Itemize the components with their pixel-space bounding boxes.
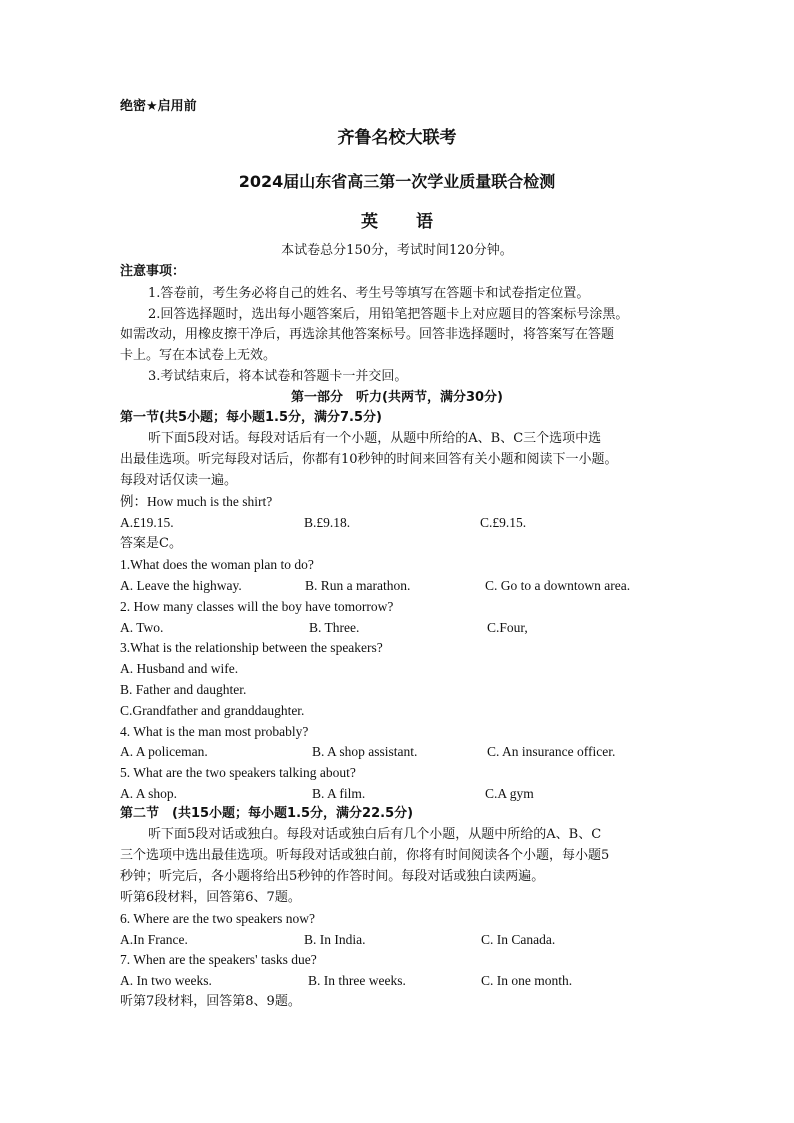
example-option-a: A.£19.15. bbox=[120, 515, 174, 530]
section1-instruction-line-2: 出最佳选项。听完每段对话后，你都有10秒钟的时间来回答有关小题和阅读下一小题。 bbox=[120, 452, 618, 467]
question-7-option-a: A. In two weeks. bbox=[120, 973, 212, 988]
question-6-option-c: C. In Canada. bbox=[481, 932, 556, 947]
question-3-option-a: A. Husband and wife. bbox=[120, 661, 239, 676]
question-6-option-a: A.In France. bbox=[120, 932, 188, 947]
question-1-option-b: B. Run a marathon. bbox=[305, 578, 411, 593]
example-answer: 答案是C。 bbox=[120, 536, 182, 551]
question-5-option-a: A. A shop. bbox=[120, 786, 178, 801]
question-4-option-b: B. A shop assistant. bbox=[312, 744, 418, 759]
question-6-option-b: B. In India. bbox=[304, 932, 366, 947]
exam-org-title: 齐鲁名校大联考 bbox=[337, 128, 457, 148]
material-7-label: 听第7段材料，回答第8、9题。 bbox=[120, 994, 301, 1009]
question-4-option-c: C. An insurance officer. bbox=[487, 744, 616, 759]
question-1-option-a: A. Leave the highway. bbox=[120, 578, 242, 593]
question-5-option-c: C.A gym bbox=[485, 786, 534, 801]
section2-instruction-line-2: 三个选项中选出最佳选项。听每段对话或独白前，你将有时间阅读各个小题，每小题5 bbox=[120, 848, 610, 863]
section1-instruction-line-3: 每段对话仅读一遍。 bbox=[120, 473, 238, 488]
notice-item-2-line-1: 2.回答选择题时，选出每小题答案后，用铅笔把答题卡上对应题目的答案标号涂黑。 bbox=[148, 307, 629, 322]
example-option-b: B.£9.18. bbox=[304, 515, 351, 530]
question-3-option-c: C.Grandfather and granddaughter. bbox=[120, 703, 305, 718]
question-7-option-b: B. In three weeks. bbox=[308, 973, 406, 988]
notice-item-1: 1.答卷前，考生务必将自己的姓名、考生号等填写在答题卡和试卷指定位置。 bbox=[148, 286, 590, 301]
question-3: 3.What is the relationship between the speakers? bbox=[120, 640, 383, 655]
question-2-option-a: A. Two. bbox=[120, 620, 164, 635]
question-2-option-c: C.Four, bbox=[487, 620, 528, 635]
question-1: 1.What does the woman plan to do? bbox=[120, 557, 314, 572]
question-5: 5. What are the two speakers talking about? bbox=[120, 765, 356, 780]
question-3-option-b: B. Father and daughter. bbox=[120, 682, 247, 697]
section1-title: 第一节(共5小题；每小题1.5分，满分7.5分) bbox=[120, 410, 382, 425]
question-5-option-b: B. A film. bbox=[312, 786, 366, 801]
notice-item-2-line-3: 卡上。写在本试卷上无效。 bbox=[120, 348, 277, 363]
example-question: 例：How much is the shirt? bbox=[120, 494, 273, 509]
part1-title: 第一部分 听力(共两节，满分30分) bbox=[291, 390, 503, 405]
question-7: 7. When are the speakers' tasks due? bbox=[120, 952, 317, 967]
question-7-option-c: C. In one month. bbox=[481, 973, 573, 988]
confidential-label: 绝密★启用前 bbox=[120, 99, 197, 114]
section2-instruction-line-1: 听下面5段对话或独白。每段对话或独白后有几个小题，从题中所给的A、B、C bbox=[148, 827, 602, 842]
notice-title: 注意事项： bbox=[120, 264, 186, 279]
question-4-option-a: A. A policeman. bbox=[120, 744, 208, 759]
example-option-c: C.£9.15. bbox=[480, 515, 527, 530]
notice-item-2-line-2: 如需改动，用橡皮擦干净后，再选涂其他答案标号。回答非选择题时，将答案写在答题 bbox=[120, 327, 615, 342]
section2-title: 第二节 (共15小题；每小题1.5分，满分22.5分) bbox=[120, 806, 414, 821]
exam-title: 2024届山东省高三第一次学业质量联合检测 bbox=[238, 172, 556, 191]
question-4: 4. What is the man most probably? bbox=[120, 724, 309, 739]
question-6: 6. Where are the two speakers now? bbox=[120, 911, 316, 926]
section1-instruction-line-1: 听下面5段对话。每段对话后有一个小题，从题中所给的A、B、C三个选项中选 bbox=[148, 431, 602, 446]
exam-info: 本试卷总分150分，考试时间120分钟。 bbox=[281, 243, 513, 258]
question-1-option-c: C. Go to a downtown area. bbox=[485, 578, 631, 593]
subject-title: 英 语 bbox=[361, 212, 449, 232]
section2-instruction-line-3: 秒钟；听完后，各小题将给出5秒钟的作答时间。每段对话或独白读两遍。 bbox=[120, 869, 545, 884]
notice-item-3: 3.考试结束后，将本试卷和答题卡一并交回。 bbox=[148, 369, 408, 384]
question-2: 2. How many classes will the boy have tomorrow? bbox=[120, 599, 394, 614]
question-2-option-b: B. Three. bbox=[309, 620, 360, 635]
material-6-label: 听第6段材料，回答第6、7题。 bbox=[120, 890, 301, 905]
